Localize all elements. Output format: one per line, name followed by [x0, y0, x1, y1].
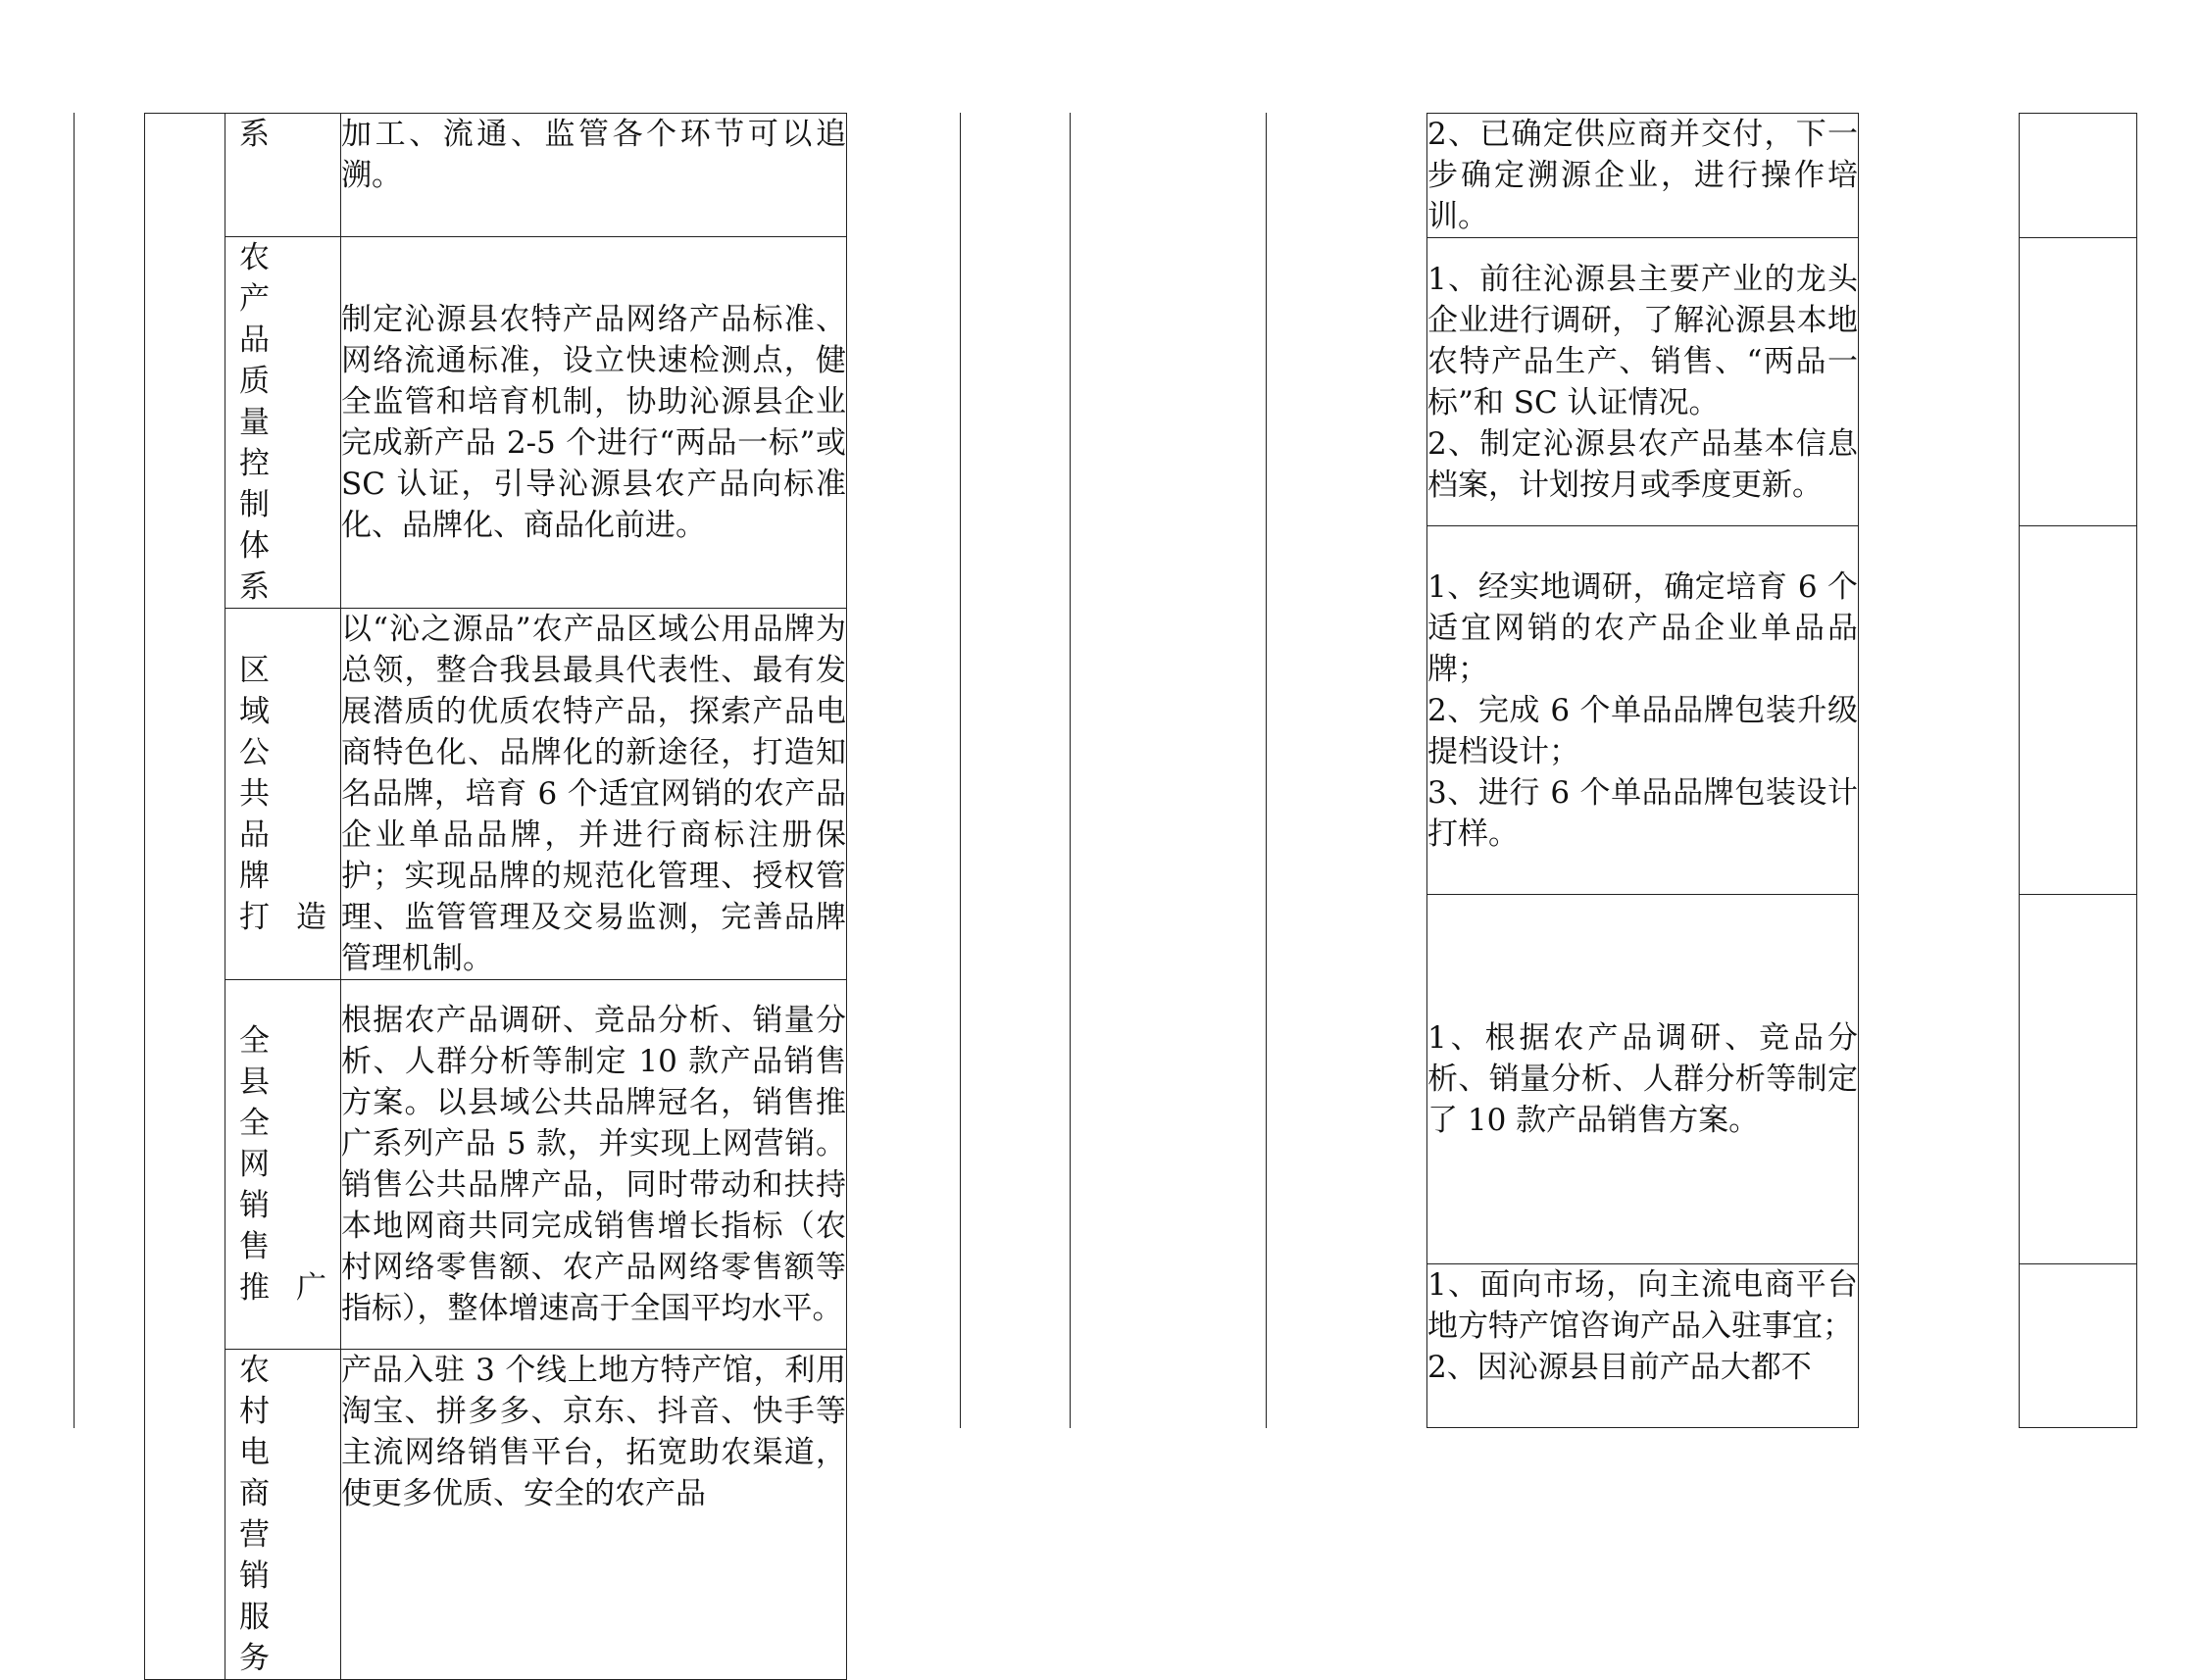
category-cell: [225, 980, 341, 1350]
description-cell: 以“沁之源品”农产品区域公用品牌为总领，整合我县最具代表性、最有发展潜质的优质农特产品，探索产品电商特色化、品牌化的新途径，打造知名品牌，培育 6 个适宜网销的农产品企业单品品牌，并进行商标注册保护；实现品牌的规范化管理、授权管理、监管管理及交易监测，完善品牌管理机制。: [341, 609, 847, 980]
progress-line: 2、已确定供应商并交付，下一步确定溯源企业，进行操作培训。: [1427, 117, 1858, 234]
progress-cell: [1427, 895, 1859, 1264]
category-label: 农 产 品 质 量 控 制 体 系: [239, 240, 270, 605]
description-cell: 加工、流通、监管各个环节可以追溯。: [341, 114, 847, 237]
table-row: [1427, 526, 2137, 895]
progress-table: [1426, 113, 2137, 1428]
category-cell: [225, 114, 341, 237]
category-label: 全 县 全 网 销 售 推广: [239, 1023, 326, 1306]
column-rule: [74, 113, 75, 1428]
progress-line: 2、因沁源县目前产品大都不: [1427, 1350, 1812, 1385]
progress-cell: [1427, 1264, 1859, 1428]
table-row: [1427, 114, 2137, 238]
category-label: 农 村 电 商 营 销 服 务: [239, 1353, 270, 1676]
progress-line: 1、面向市场，向主流电商平台地方特产馆咨询产品入驻事宜；: [1427, 1267, 1858, 1344]
task-table: [144, 113, 847, 1680]
column-rule: [1266, 113, 1267, 1428]
progress-cell: [1427, 114, 1859, 238]
table-row: [1427, 1264, 2137, 1428]
description-cell: 根据农产品调研、竞品分析、销量分析、人群分析等制定 10 款产品销售方案。以县域公共品牌冠名，销售推广系列产品 5 款，并实现上网营销。销售公共品牌产品，同时带动和扶持本地网商共同完成销售增长指标（农村网络零售额、农产品网络零售额等指标），整体增速高于全国平均水平。: [341, 980, 847, 1350]
progress-line: 1、根据农产品调研、竞品分析、销量分析、人群分析等制定了 10 款产品销售方案。: [1427, 1020, 1858, 1138]
table-row: [145, 114, 847, 237]
progress-line: 2、完成 6 个单品品牌包装升级提档设计；: [1427, 692, 1858, 769]
table-row: [145, 609, 847, 980]
category-label: 区 域 公 共 品 牌 打造: [239, 653, 326, 935]
table-row: [145, 1350, 847, 1680]
table-row: [145, 237, 847, 609]
category-label: 系: [239, 117, 270, 152]
progress-cell: [1427, 238, 1859, 526]
progress-line: 2、制定沁源县农产品基本信息档案，计划按月或季度更新。: [1427, 425, 1858, 503]
progress-line: 1、经实地调研，确定培育 6 个适宜网销的农产品企业单品品牌；: [1427, 568, 1858, 687]
gap-cell: [1859, 238, 2020, 526]
blank-cell: [145, 114, 225, 1680]
gap-cell: [1859, 114, 2020, 238]
table-row: [145, 980, 847, 1350]
category-cell: [225, 1350, 341, 1680]
progress-line: 1、前往沁源县主要产业的龙头企业进行调研，了解沁源县本地农特产品生产、销售、“两品一标”和 SC 认证情况。: [1427, 261, 1858, 420]
progress-line: 3、进行 6 个单品品牌包装设计打样。: [1427, 774, 1858, 852]
progress-cell: [1427, 526, 1859, 895]
gap-cell: [1859, 895, 2020, 1264]
table-row: [1427, 238, 2137, 526]
description-cell: 产品入驻 3 个线上地方特产馆，利用淘宝、拼多多、京东、抖音、快手等主流网络销售平台，拓宽助农渠道，使更多优质、安全的农产品: [341, 1350, 847, 1680]
remark-cell: [2020, 895, 2137, 1264]
category-cell: [225, 609, 341, 980]
remark-cell: [2020, 114, 2137, 238]
column-rule: [960, 113, 961, 1428]
gap-cell: [1859, 526, 2020, 895]
column-rule: [1070, 113, 1071, 1428]
table-row: [1427, 895, 2137, 1264]
description-cell: 制定沁源县农特产品网络产品标准、网络流通标准，设立快速检测点，健全监管和培育机制，协助沁源县企业完成新产品 2-5 个进行“两品一标”或 SC 认证，引导沁源县农产品向标准化、品牌化、商品化前进。: [341, 237, 847, 609]
gap-cell: [1859, 1264, 2020, 1428]
remark-cell: [2020, 1264, 2137, 1428]
remark-cell: [2020, 238, 2137, 526]
category-cell: [225, 237, 341, 609]
remark-cell: [2020, 526, 2137, 895]
